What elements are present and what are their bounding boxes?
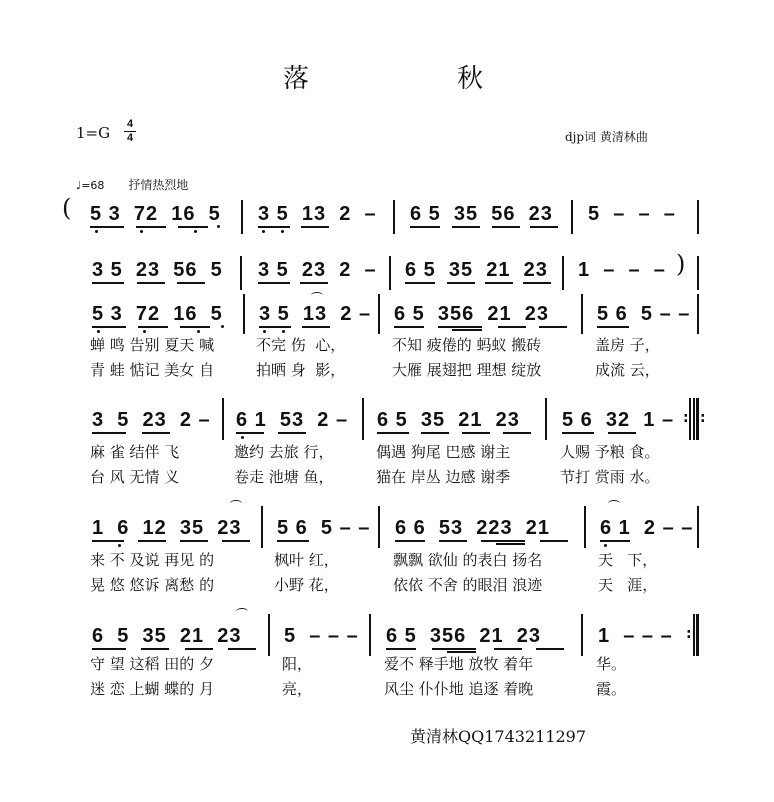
measure-notes: 6 5 356 21 23 [394, 303, 550, 325]
bar-line [240, 256, 242, 290]
underline [432, 648, 476, 650]
lyric-verse1: 枫叶 红， [274, 551, 339, 569]
open-parenthesis: ( [62, 194, 72, 222]
lyric-verse2: 卷走 池塘 鱼， [234, 468, 334, 486]
tempo-value: ♩=68 [76, 179, 105, 192]
low-octave-dot [604, 544, 607, 547]
measure-notes: 5 – – – [588, 203, 676, 225]
underline [608, 432, 636, 434]
lyric-verse1: 爱不 释手地 放牧 着年 [384, 655, 534, 673]
underline [536, 648, 564, 650]
lyric-verse2: 大雁 展翅把 理想 绽放 [392, 361, 542, 379]
underline-double [447, 651, 476, 653]
measure-notes: 6 1 53 2 – [236, 409, 349, 431]
measure-notes: 1 – – – [578, 259, 666, 281]
underline [138, 540, 166, 542]
measure-notes: 5 3 72 16 5 [90, 203, 221, 225]
double-bar-line [696, 398, 699, 440]
lyric-verse2: 拍晒 身 影， [256, 361, 346, 379]
measure-notes: 1 6 12 35 23 [92, 517, 242, 539]
underline [481, 540, 525, 542]
expression-marking: 抒情热烈地 [128, 178, 189, 192]
underline [258, 226, 290, 228]
low-octave-dot [118, 544, 121, 547]
lyric-verse2: 天 涯， [598, 576, 658, 594]
measure-notes: 6 5 35 56 23 [410, 203, 553, 225]
bar-line [697, 294, 699, 334]
double-bar-line [689, 398, 691, 440]
bar-line [562, 256, 564, 290]
tie-arc [230, 500, 242, 507]
close-parenthesis: ) [676, 250, 686, 278]
underline [410, 226, 440, 228]
time-signature [124, 119, 136, 144]
underline [301, 226, 329, 228]
lyric-verse1: 阳， [282, 655, 313, 673]
lyric-verse2: 青 蛙 惦记 美女 自 [90, 361, 215, 379]
lyric-verse1: 盖房 子， [595, 336, 660, 354]
underline [92, 432, 126, 434]
score-row-2 [0, 252, 774, 292]
lyric-verse2: 成流 云， [595, 361, 660, 379]
underline [540, 540, 568, 542]
underline [386, 648, 416, 650]
underline [222, 540, 250, 542]
underline [498, 326, 526, 328]
measure-notes: 3 5 23 2 – [258, 259, 377, 281]
repeat-dots-end: : [686, 626, 692, 642]
bar-line [545, 398, 547, 440]
low-octave-dot [140, 230, 143, 233]
lyric-verse2: 晃 悠 悠诉 离愁 的 [90, 576, 215, 594]
measure-notes: 6 6 53 223 21 [395, 517, 551, 539]
tie-arc [311, 292, 323, 299]
bar-line [362, 398, 364, 440]
underline [136, 226, 166, 228]
lyric-verse2: 风尘 仆仆地 追逐 着晚 [384, 680, 534, 698]
measure-notes: 3 5 23 2 – [92, 409, 211, 431]
bar-line [697, 506, 699, 548]
underline [258, 282, 290, 284]
bar-line [241, 200, 243, 234]
measure-notes: 5 6 32 1 – [562, 409, 675, 431]
score-row-4 [0, 402, 774, 442]
low-octave-dot [143, 330, 146, 333]
lyric-verse2: 小野 花， [274, 576, 339, 594]
low-octave-dot [282, 330, 285, 333]
underline [447, 282, 475, 284]
underline [452, 226, 480, 228]
measure-notes: 5 – – – [284, 625, 359, 647]
low-octave-dot [221, 325, 224, 328]
bar-line [268, 614, 270, 656]
underline [278, 432, 306, 434]
measure-notes: 1 – – – [598, 625, 673, 647]
measure-notes: 6 5 356 21 23 [386, 625, 542, 647]
measure-notes: 6 5 35 21 23 [92, 625, 242, 647]
measure-notes: 3 5 13 2 – [258, 203, 377, 225]
underline [503, 432, 531, 434]
bar-line [697, 256, 699, 290]
underline [180, 540, 208, 542]
underline [177, 282, 205, 284]
underline [90, 226, 124, 228]
measure-notes: 3 5 13 2 – [259, 303, 372, 325]
underline [439, 540, 467, 542]
low-octave-dot [197, 330, 200, 333]
bar-line [389, 256, 391, 290]
underline [138, 326, 168, 328]
measure-notes: 6 1 2 – – [600, 517, 694, 539]
bar-line [697, 200, 699, 234]
double-bar-line [693, 614, 695, 656]
score-row-3 [0, 296, 774, 336]
key-signature: 1=G [76, 124, 111, 142]
bar-line [393, 200, 395, 234]
underline [562, 432, 594, 434]
bar-line [369, 614, 371, 656]
low-octave-dot [263, 330, 266, 333]
bar-line [261, 506, 263, 548]
lyric-verse1: 蝉 鸣 告别 夏天 喊 [90, 336, 215, 354]
bar-line [581, 294, 583, 334]
title-char-1: 落 [283, 64, 310, 94]
underline [395, 540, 425, 542]
bar-line [222, 398, 224, 440]
underline [302, 326, 330, 328]
underline [92, 326, 126, 328]
underline [492, 226, 520, 228]
underline [597, 326, 629, 328]
low-octave-dot [95, 230, 98, 233]
tie-arc [608, 500, 620, 507]
low-octave-dot [97, 330, 100, 333]
low-octave-dot [241, 436, 244, 439]
score-row-6 [0, 618, 774, 658]
title-char-2: 秋 [457, 64, 484, 94]
underline [462, 432, 490, 434]
time-signature-numerator: 4 [126, 118, 134, 130]
measure-notes: 5 6 5 – – [277, 517, 371, 539]
underline [142, 432, 170, 434]
underline-double [452, 329, 482, 331]
double-bar-line [693, 398, 695, 440]
lyric-verse1: 人赐 予粮 食。 [560, 443, 660, 461]
footer-contact: 黄清林QQ1743211297 [410, 727, 587, 746]
lyric-verse2: 猫在 岸丛 边感 谢季 [376, 468, 511, 486]
underline [600, 540, 630, 542]
measure-notes: 3 5 23 56 5 [92, 259, 223, 281]
underline [438, 326, 482, 328]
score-row-5 [0, 510, 774, 550]
bar-line [584, 506, 586, 548]
low-octave-dot [262, 230, 265, 233]
underline [178, 226, 208, 228]
lyric-verse2: 依依 不舍 的眼泪 浪迹 [393, 576, 543, 594]
underline [92, 282, 124, 284]
credits: djp词 黄清林曲 [565, 130, 648, 144]
underline [185, 648, 213, 650]
lyric-verse2: 节打 赏雨 水。 [560, 468, 660, 486]
lyric-verse1: 飘飘 欲仙 的表白 扬名 [393, 551, 543, 569]
repeat-dots-left: : [683, 410, 689, 426]
underline [494, 648, 522, 650]
underline [523, 282, 551, 284]
underline [92, 648, 126, 650]
bar-line [571, 200, 573, 234]
lyric-verse2: 亮， [282, 680, 313, 698]
lyric-verse1: 麻 雀 结伴 飞 [90, 443, 180, 461]
repeat-dots-right: : [700, 410, 706, 426]
lyric-verse1: 天 下， [598, 551, 658, 569]
bar-line [581, 614, 583, 656]
tempo-marking [76, 176, 188, 193]
underline [405, 282, 435, 284]
tie-arc [236, 608, 248, 615]
underline [180, 326, 210, 328]
double-bar-line [696, 614, 699, 656]
lyric-verse1: 偶遇 狗尾 巴感 谢主 [376, 443, 511, 461]
underline [277, 540, 309, 542]
score-row-1 [0, 196, 774, 236]
low-octave-dot [217, 225, 220, 228]
low-octave-dot [194, 230, 197, 233]
measure-notes: 5 3 72 16 5 [92, 303, 223, 325]
bar-line [378, 506, 380, 548]
underline [141, 648, 169, 650]
time-signature-denominator: 4 [126, 132, 134, 144]
lyric-verse2: 霞。 [596, 680, 627, 698]
underline [137, 282, 165, 284]
lyric-verse1: 不完 伤 心， [256, 336, 346, 354]
underline [485, 282, 513, 284]
lyric-verse1: 不知 疲倦的 蚂蚁 搬砖 [392, 336, 542, 354]
underline [228, 648, 256, 650]
lyric-verse1: 邀约 去旅 行， [234, 443, 334, 461]
lyric-verse2: 台 风 无情 义 [90, 468, 180, 486]
bar-line [378, 294, 380, 334]
lyric-verse1: 来 不 及说 再见 的 [90, 551, 215, 569]
measure-notes: 6 5 35 21 23 [377, 409, 520, 431]
underline [259, 326, 291, 328]
measure-notes: 6 5 35 21 23 [405, 259, 548, 281]
underline-double [496, 543, 525, 545]
measure-notes: 5 6 5 – – [597, 303, 691, 325]
bar-line [243, 294, 245, 334]
lyric-verse1: 华。 [596, 655, 627, 673]
low-octave-dot [281, 230, 284, 233]
underline [530, 226, 558, 228]
underline [300, 282, 328, 284]
underline [377, 432, 409, 434]
underline [92, 540, 124, 542]
underline [394, 326, 424, 328]
lyric-verse1: 守 望 这稻 田的 夕 [90, 655, 215, 673]
underline [421, 432, 449, 434]
underline [236, 432, 264, 434]
underline [539, 326, 567, 328]
lyric-verse2: 迷 恋 上蝴 蝶的 月 [90, 680, 215, 698]
